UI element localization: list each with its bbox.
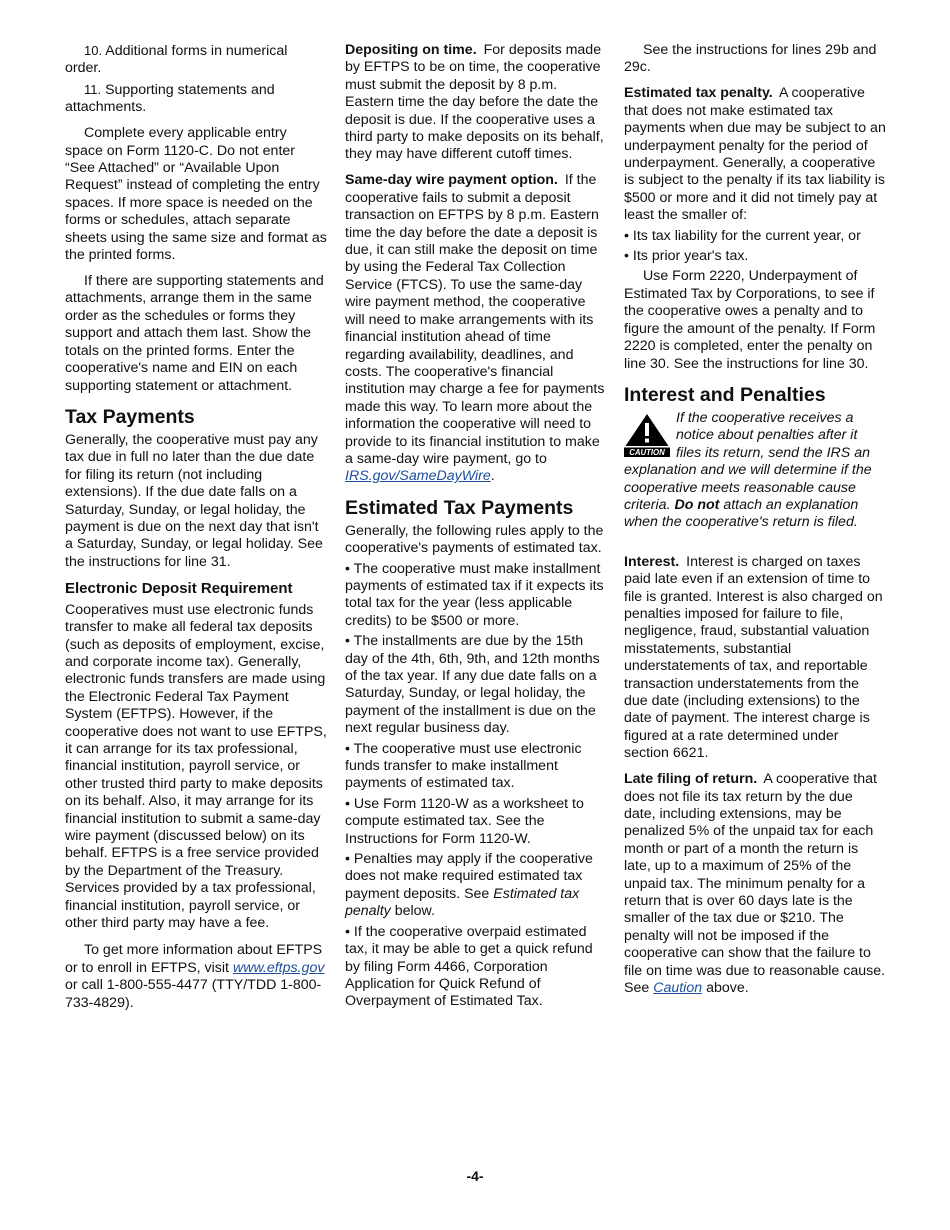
heading-interest-and-penalties: Interest and Penalties bbox=[624, 383, 826, 406]
bullet-icon: • bbox=[345, 795, 350, 812]
right-column bbox=[624, 42, 886, 1006]
eftps-phone-text: or call 1-800-555-4477 (TTY/TDD 1-800-733-4829). bbox=[65, 977, 322, 1011]
bullet-icon: • bbox=[345, 851, 350, 868]
run-in-heading: Interest. bbox=[624, 553, 680, 570]
bullet-text: Its tax liability for the current year, or bbox=[632, 227, 861, 244]
item-text: Supporting statements and attachments. bbox=[65, 81, 275, 116]
same-day-wire-link[interactable]: IRS.gov/SameDayWire bbox=[345, 468, 491, 485]
run-in-heading: Same-day wire payment option. bbox=[345, 172, 558, 189]
bullet-icon: • bbox=[345, 633, 350, 650]
list-item-10 bbox=[65, 42, 327, 78]
bullet-emphasis: Estimated tax penalty bbox=[345, 885, 580, 920]
paragraph-text: Interest is charged on taxes paid late even if an extension of time to file is granted. Interest is also charged on penalties imposed for failure to file, negligence, fraud, substantial valuation misstatements, substantial understatements of tax, and reportable transaction understatements from the due date (including extensions) to the date of payment. The interest charge is figured at a rate determined under section 6621. bbox=[624, 553, 883, 762]
bullet-text: The cooperative must make installment payments of estimated tax if it expects its total tax for the year (less applicable credits) to be $500 or more. bbox=[345, 560, 604, 629]
heading-estimated-tax-payments: Estimated Tax Payments bbox=[345, 496, 574, 519]
paragraph-same-day-wire bbox=[345, 172, 607, 485]
caution-label: CAUTION bbox=[629, 448, 665, 457]
bullet-text: The installments are due by the 15th day of the 4th, 6th, 9th, and 12th months of the tax year. If any due date falls on a Saturday, Sunday, or legal holiday, the payment of the installment is due on the next regular business day. bbox=[345, 633, 600, 737]
bullet-item bbox=[345, 796, 607, 848]
bullet-icon: • bbox=[345, 560, 350, 577]
run-in-heading: Depositing on time. bbox=[345, 42, 477, 58]
bullet-item bbox=[624, 228, 886, 245]
middle-column bbox=[345, 42, 607, 1014]
heading-tax-payments: Tax Payments bbox=[65, 405, 195, 428]
bullet-item bbox=[624, 248, 886, 265]
list-item-11 bbox=[65, 81, 327, 117]
period: . bbox=[490, 468, 495, 485]
page-number: -4- bbox=[466, 1168, 484, 1184]
bullet-text: below. bbox=[394, 903, 435, 920]
bullet-text: Penalties may apply if the cooperative does not make required estimated tax payment deposits. See bbox=[345, 851, 593, 902]
paragraph-text: A cooperative that does not file its tax return by the due date, including extensions, may be penalized 5% of the unpaid tax for each month or part of a month the return is late, up to a maximum of 25% of the unpaid tax. The minimum penalty for a return that is over 60 days late is the smaller of the tax due or $210. The penalty will not be imposed if the cooperative can show that the failure to file on time was due to reasonable cause. See bbox=[624, 771, 886, 997]
paragraph-interest bbox=[624, 554, 886, 763]
paragraph-form-2220: Use Form 2220, Underpayment of Estimated Tax by Corporations, to see if the cooperative owes a penalty and to figure the amount of the penalty. If Form 2220 is completed, enter the penalty on line 30. See the instructions for line 30. bbox=[624, 268, 876, 372]
caution-text: attach an explanation when the cooperative's return is filed. bbox=[624, 496, 859, 531]
item-number: 11. bbox=[84, 81, 102, 97]
item-number: 10. bbox=[84, 43, 103, 58]
bullet-text: The cooperative must use electronic funds transfer to make installment payments of estimated tax. bbox=[345, 740, 582, 792]
run-in-heading: Estimated tax penalty. bbox=[624, 85, 773, 102]
bullet-text: Use Form 1120-W as a worksheet to compute estimated tax. See the Instructions for Form 1120-W. bbox=[345, 795, 584, 847]
paragraph-complete-entries: Complete every applicable entry space on Form 1120-C. Do not enter “See Attached” or “Available Upon Request” instead of completing the entry spaces. If more space is needed on the forms or schedules, attach separate sheets using the same size and format as the printed forms. bbox=[65, 125, 327, 264]
paragraph-text: If the cooperative fails to submit a deposit transaction on EFTPS by 8 p.m. Eastern time the day before the date a deposit is due, it can still make the deposit on time by using the Federal Tax Collection Service (FTCS). To use the same-day wire payment method, the cooperative will need to make arrangements with its financial institution ahead of time regarding availability, deadlines, and costs. The cooperative's financial institution may charge a fee for payments made this way. To learn more about the information the cooperative will need to provide to its financial institution to make a same-day wire payment, go to bbox=[345, 172, 605, 467]
paragraph-estimated-intro: Generally, the following rules apply to the cooperative's payments of estimated tax. bbox=[345, 522, 604, 557]
bullet-item bbox=[345, 924, 607, 1011]
bullet-item bbox=[345, 851, 607, 921]
paragraph-estimated-tax-penalty bbox=[624, 85, 886, 224]
eftps-link[interactable]: www.eftps.gov bbox=[232, 959, 325, 976]
run-in-heading: Late filing of return. bbox=[624, 771, 758, 788]
item-text: Additional forms in numerical order. bbox=[65, 43, 288, 77]
left-column bbox=[65, 42, 327, 1021]
paragraph-depositing-on-time bbox=[345, 42, 607, 164]
caution-link[interactable]: Caution bbox=[653, 980, 703, 997]
bullet-text: If the cooperative overpaid estimated tax, it may be able to get a quick refund by filing Form 4466, Corporation Application for Quick Refund of Overpayment of Estimated Tax. bbox=[345, 923, 593, 1010]
bullet-text: Its prior year's tax. bbox=[632, 248, 749, 265]
bullet-icon: • bbox=[624, 227, 629, 244]
bullet-item bbox=[345, 633, 607, 737]
paragraph-tax-payments: Generally, the cooperative must pay any tax due in full no later than the due date for filing its return (not including extensions). If the due date falls on a Saturday, Sunday, or legal holiday, the payment is due on the next day that isn't a Saturday, Sunday, or legal holiday. See the instructions for line 31. bbox=[65, 431, 323, 570]
bullet-icon: • bbox=[624, 248, 629, 265]
paragraph-late-filing bbox=[624, 771, 886, 997]
bullet-item bbox=[345, 741, 607, 793]
paragraph-eftps-info bbox=[65, 942, 327, 1012]
eftps-text: To get more information about EFTPS or to enroll in EFTPS, visit bbox=[65, 942, 323, 976]
paragraph-text: A cooperative that does not make estimated tax payments when due may be subject to an underpayment penalty for the period of underpayment. Generally, a cooperative is subject to the penalty if its tax liability is $500 or more and it did not timely pay at least the smaller of: bbox=[624, 85, 886, 224]
caution-icon bbox=[624, 413, 670, 457]
bullet-icon: • bbox=[345, 923, 350, 940]
paragraph-text: above. bbox=[706, 980, 749, 997]
paragraph-electronic-deposit: Cooperatives must use electronic funds transfer to make all federal tax deposits (such as deposits of employment, excise, and corporate income tax). Generally, electronic funds transfers are made using the Electronic Federal Tax Payment System (EFTPS). However, if the cooperative does not want to use EFTPS, it can arrange for its tax professional, financial institution, payroll service, or other trusted third party to make deposits on its behalf. Also, it may arrange for its financial institution to submit a same-day wire payment (discussed below) on its behalf. EFTPS is a free service provided by the Department of the Treasury. Services provided by a tax professional, financial institution, payroll service, or other third party may have a fee. bbox=[65, 601, 327, 932]
heading-electronic-deposit: Electronic Deposit Requirement bbox=[65, 579, 293, 597]
caution-note bbox=[624, 410, 886, 532]
bullet-item bbox=[345, 561, 607, 631]
paragraph-see-instructions: See the instructions for lines 29b and 29c. bbox=[624, 42, 877, 76]
paragraph-supporting-statements: If there are supporting statements and attachments, arrange them in the same order as the schedules or forms they support and attach them last. Show the totals on the printed forms. Enter the cooperative's name and EIN on each supporting statement or attachment. bbox=[65, 273, 324, 394]
paragraph-text: For deposits made by EFTPS to be on time, the cooperative must submit the deposit by 8 p.m. Eastern time the day before the date the deposit is due. If the cooperative uses a third party to make deposits on its behalf, they may have different cutoff times. bbox=[345, 42, 604, 163]
caution-emphasis: Do not bbox=[674, 496, 720, 513]
caution-text: If the cooperative receives a notice about penalties after it files its return, send the IRS an explanation and we will determine if the cooperative meets reasonable cause criteria. bbox=[624, 409, 872, 513]
bullet-icon: • bbox=[345, 740, 350, 757]
